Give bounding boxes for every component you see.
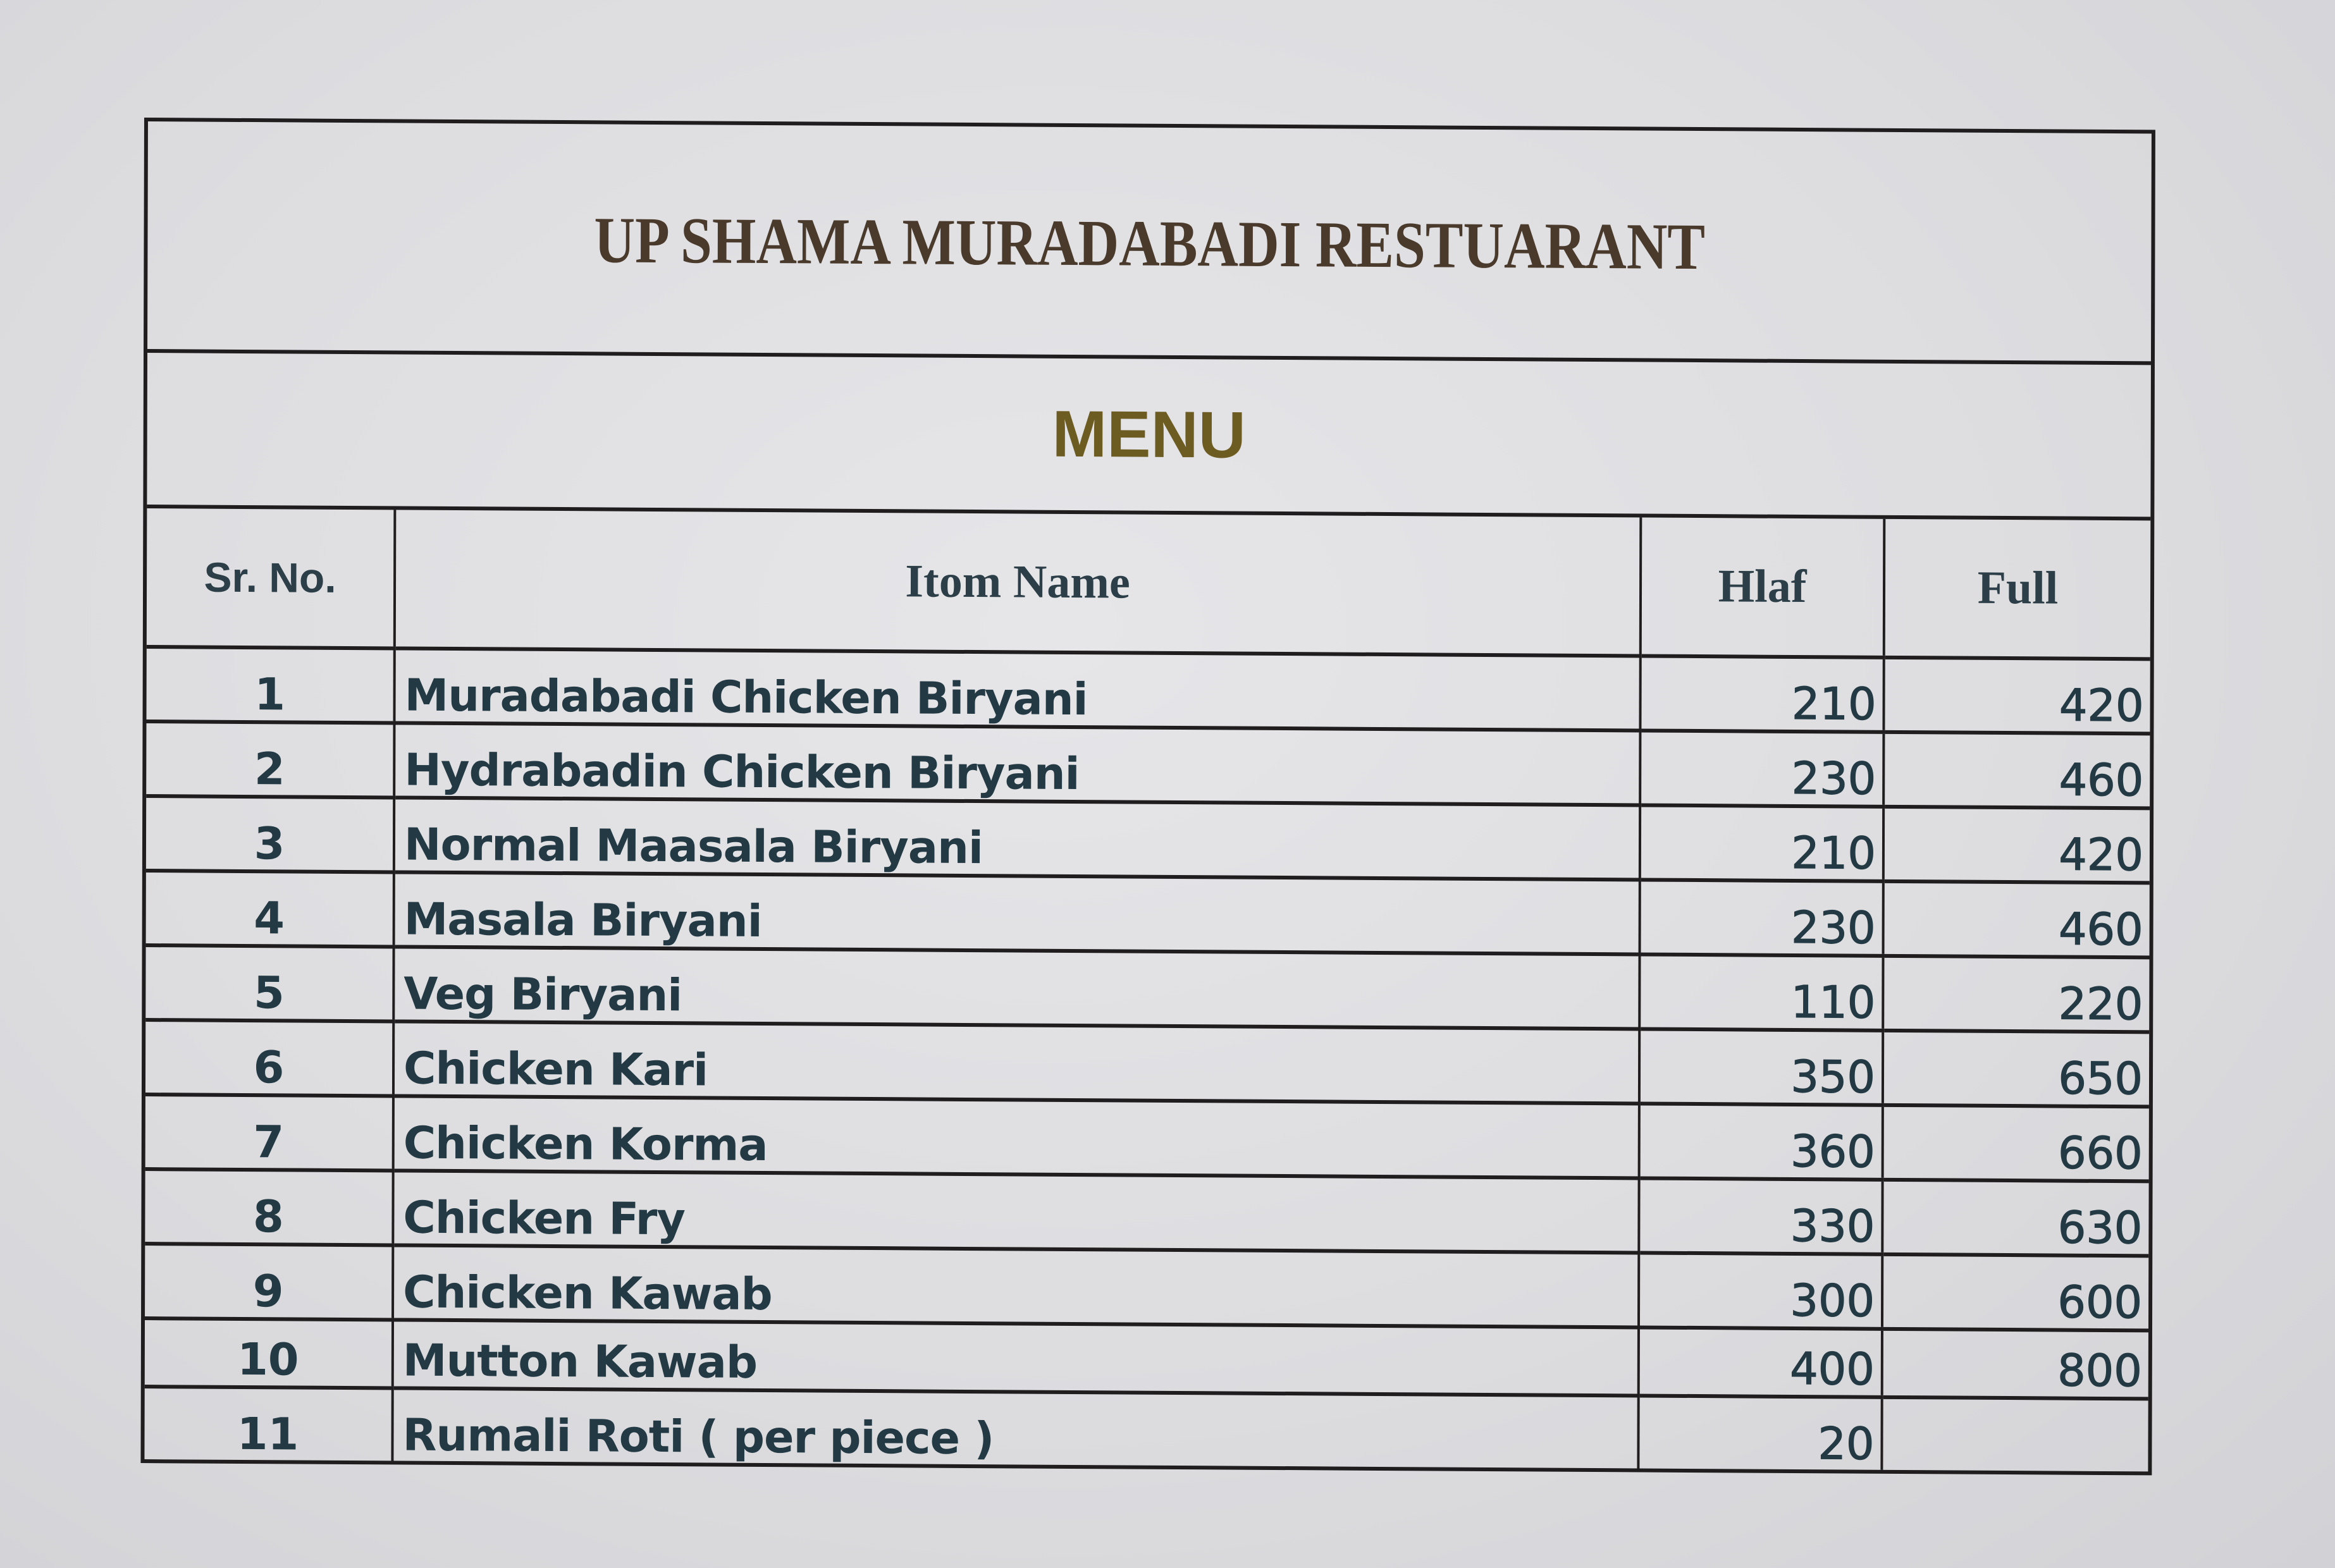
sr-no: 4 (146, 871, 394, 946)
sr-no: 2 (146, 721, 394, 797)
half-price: 20 (1638, 1395, 1882, 1469)
menu-heading: MENU (1052, 397, 1246, 472)
table-row (146, 796, 2150, 883)
half-price: 350 (1639, 1029, 1883, 1105)
menu-heading-row (147, 353, 2151, 520)
table-row (144, 1387, 2148, 1471)
full-price: 660 (1883, 1105, 2149, 1182)
sr-no: 3 (146, 796, 394, 872)
sr-no: 6 (145, 1020, 393, 1096)
menu-table (144, 508, 2150, 1471)
full-price: 600 (1882, 1254, 2148, 1331)
half-price: 230 (1640, 730, 1883, 806)
sr-no: 1 (146, 647, 394, 723)
item-name: Chicken Korma (393, 1096, 1639, 1178)
half-price: 210 (1640, 805, 1883, 881)
table-row (145, 1318, 2148, 1399)
item-name: Masala Biryani (394, 872, 1640, 954)
sr-no: 9 (145, 1244, 393, 1320)
column-header-full: Full (1884, 519, 2151, 659)
full-price: 650 (1883, 1031, 2149, 1107)
table-header-row (147, 508, 2151, 659)
item-name: Normal Maasala Biryani (394, 797, 1640, 879)
full-price: 800 (1882, 1329, 2148, 1399)
sr-no: 8 (145, 1169, 393, 1245)
half-price: 300 (1639, 1253, 1882, 1328)
item-name: Hydrabadin Chicken Biryani (394, 723, 1640, 805)
table-row (145, 1094, 2149, 1181)
table-row (145, 1020, 2149, 1106)
title-row (147, 121, 2152, 365)
table-row (145, 1244, 2148, 1330)
item-name: Chicken Kari (393, 1021, 1639, 1103)
column-header-item-name: Itom Name (395, 510, 1641, 656)
item-name: Rumali Roti ( per piece ) (392, 1388, 1638, 1468)
full-price: 460 (1883, 881, 2150, 958)
full-price: 220 (1883, 956, 2149, 1032)
column-header-sr-no: Sr. No. (147, 508, 395, 648)
half-price: 330 (1639, 1178, 1882, 1254)
full-price (1882, 1397, 2148, 1472)
column-header-half: Hlaf (1641, 517, 1885, 657)
menu-card (140, 118, 2155, 1475)
full-price: 420 (1883, 658, 2150, 734)
sr-no: 7 (145, 1094, 393, 1170)
item-name: Chicken Kawab (393, 1245, 1639, 1327)
table-row (145, 1169, 2148, 1256)
sr-no: 5 (145, 945, 393, 1021)
half-price: 400 (1639, 1327, 1882, 1397)
sr-no: 11 (144, 1387, 392, 1461)
half-price: 210 (1640, 656, 1883, 732)
full-price: 630 (1882, 1180, 2148, 1256)
half-price: 230 (1640, 879, 1883, 955)
full-price: 420 (1883, 807, 2150, 883)
restaurant-name: UP SHAMA MURADABADI RESTUARANT (594, 203, 1705, 283)
item-name: Veg Biryani (393, 946, 1639, 1029)
half-price: 110 (1639, 954, 1883, 1030)
table-row (146, 647, 2150, 733)
item-name: Mutton Kawab (393, 1320, 1639, 1395)
item-name: Muradabadi Chicken Biryani (394, 648, 1640, 730)
half-price: 360 (1639, 1103, 1883, 1179)
full-price: 460 (1883, 732, 2150, 809)
sr-no: 10 (145, 1318, 393, 1388)
table-row (145, 945, 2149, 1032)
item-name: Chicken Fry (393, 1170, 1639, 1253)
table-row (146, 871, 2150, 957)
table-row (146, 721, 2150, 808)
